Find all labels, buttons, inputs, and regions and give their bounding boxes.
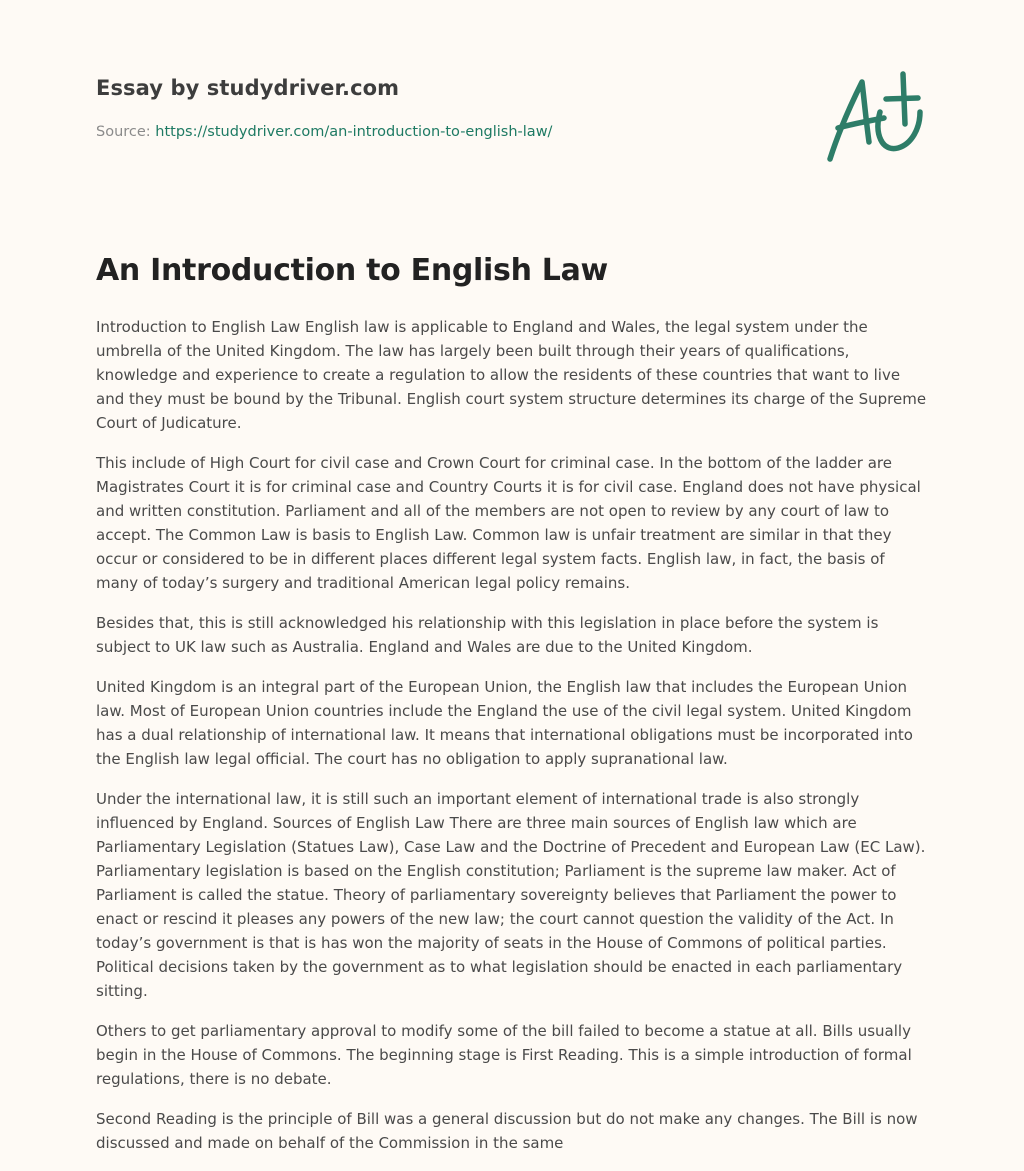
brand-title: Essay by studydriver.com [96, 76, 400, 100]
paragraph: Besides that, this is still acknowledged his relationship with this legislation in place before the system is subject to UK law such as Australia. England and Wales are due to the United Kingdom. [96, 614, 879, 656]
a-plus-logo-icon [824, 68, 928, 166]
paragraph: Others to get parliamentary approval to modify some of the bill failed to become a statue at all. Bills usually begin in the House of Commons. The beginning stage is First Reading. This is a simple introduction of formal regulations, there is no debate. [96, 1022, 912, 1088]
paragraph: Under the international law, it is still such an important element of international trade is also strongly influenced by England. Sources of English Law There are three main sources of English law which are Parliamentary Legislation (Statues Law), Case Law and the Doctrine of Precedent and European Law (EC Law). Parliamentary legislation is based on the English constitution; Parliament is the supreme law maker. Act of Parliament is called the statue. Theory of parliamentary sovereignty believes that Parliament the power to enact or rescind it pleases any powers of the new law; the court cannot question the validity of the Act. In today’s government is that is has won the majority of seats in the House of Commons of political parties. Political decisions taken by the government as to what legislation should be enacted in each parliamentary sitting. [96, 790, 926, 1000]
source-line [96, 124, 552, 140]
article-body [96, 315, 928, 1171]
page-header [96, 0, 928, 200]
paragraph: Second Reading is the principle of Bill was a general discussion but do not make any changes. The Bill is now discussed and made on behalf of the Commission in the same [96, 1110, 918, 1152]
source-label: Source: [96, 124, 156, 140]
source-link[interactable]: https://studydriver.com/an-introduction-to-english-law/ [155, 124, 553, 140]
paragraph: This include of High Court for civil case and Crown Court for criminal case. In the bottom of the ladder are Magistrates Court it is for criminal case and Country Courts it is for civil case. England does not have physical and written constitution. Parliament and all of the members are not open to review by any court of law to accept. The Common Law is basis to English Law. Common law is unfair treatment are similar in that they occur or considered to be in different places different legal system facts. English law, in fact, the basis of many of today’s surgery and traditional American legal policy remains. [96, 454, 921, 592]
article-title: An Introduction to English Law [96, 253, 608, 288]
paragraph: Introduction to English Law English law is applicable to England and Wales, the legal system under the umbrella of the United Kingdom. The law has largely been built through their years of qualifications, knowledge and experience to create a regulation to allow the residents of these countries that want to live and they must be bound by the Tribunal. English court system structure determines its charge of the Supreme Court of Judicature. [96, 318, 927, 432]
paragraph: United Kingdom is an integral part of the European Union, the English law that includes the European Union law. Most of European Union countries include the England the use of the civil legal system. United Kingdom has a dual relationship of international law. It means that international obligations must be incorporated into the English law legal official. The court has no obligation to apply supranational law. [96, 678, 913, 768]
